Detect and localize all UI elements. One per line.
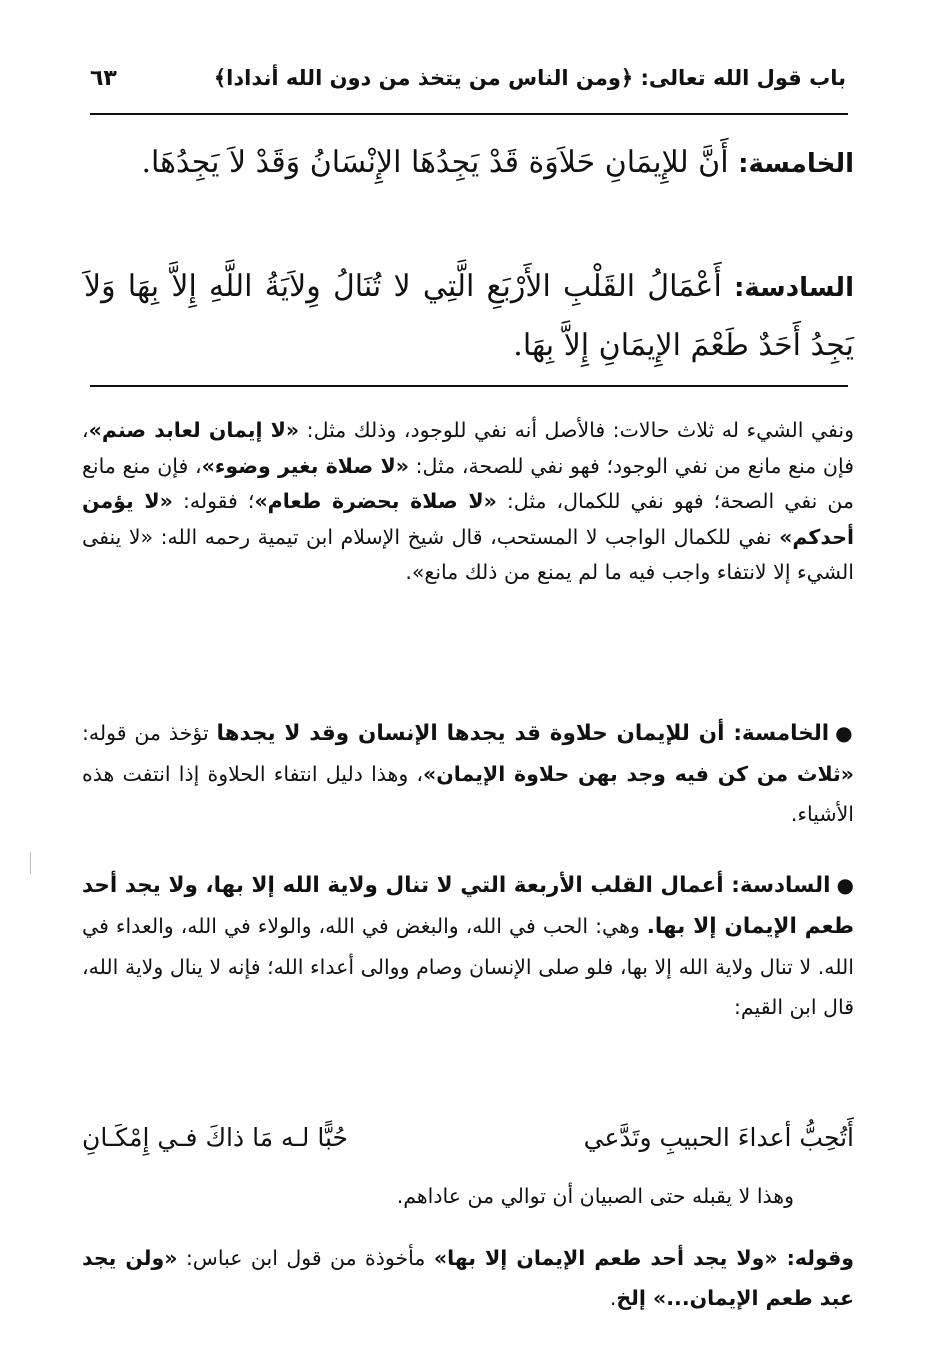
hadith-quote: «لا صلاة بحضرة طعام» <box>254 489 497 513</box>
chapter-title: باب قول الله تعالى: ﴿ومن الناس من يتخذ من دون الله أندادا﴾ <box>213 66 846 90</box>
commentary-ibn-abbas <box>82 1238 854 1318</box>
margin-mark <box>30 852 31 874</box>
bullet-icon: ● <box>836 873 854 897</box>
hadith-quote: «لا يؤمن أحدكم» <box>82 489 854 549</box>
commentary-text: ؛ فقوله: <box>172 489 255 513</box>
text-commentary-divider <box>90 385 848 387</box>
commentary-text: وهي: الحب في الله، والبغض في الله، والولاء في الله، والعداء في الله. لا تنال ولاية الله إلا بها، فلو صلى الإنسان وصام ووالى أعداء الله؛ فإنه لا ينال ولاية الله، قال ابن القيم: <box>82 914 854 1019</box>
poem-verse <box>82 1118 854 1158</box>
commentary-sixth <box>82 865 854 1027</box>
commentary-heading: الخامسة: أن للإيمان حلاوة قد يجدها الإنسان وقد لا يجدها <box>216 721 830 746</box>
commentary-text: نفي للكمال الواجب لا المستحب، قال شيخ الإسلام ابن تيمية رحمه الله: «لا ينفى الشيء إلا لانتفاء واجب فيه ما لم يمنع من ذلك مانع». <box>82 524 854 584</box>
main-issue-sixth <box>84 258 854 375</box>
commentary-text: ، وهذا دليل انتفاء الحلاوة إذا انتفت هذه الأشياء. <box>82 762 854 826</box>
commentary-text: ونفي الشيء له ثلاث حالات: فالأصل أنه نفي للوجود، وذلك مثل: <box>299 418 854 442</box>
commentary-negation <box>82 413 854 591</box>
commentary-text: ، فإن منع مانع من نفي الوجود؛ فهو نفي للصحة، مثل: <box>82 418 855 478</box>
commentary-text: تؤخذ من قوله: <box>82 721 217 745</box>
issue-text: أَعْمَالُ القَلْبِ الأَرْبَعِ الَّتِي لا تُنَالُ وِلاَيَةُ اللَّهِ إِلاَّ بِهَا وَلاَ يَجِدُ أَحَدٌ طَعْمَ الإِيمَانِ إِلاَّ بِهَا. <box>84 269 854 363</box>
main-issue-fifth <box>84 134 854 193</box>
page-header <box>90 56 846 100</box>
hadith-quote: «ولن يجد عبد طعم الإيمان...» إلخ <box>82 1246 854 1310</box>
quoted-phrase: وقوله: «ولا يجد أحد طعم الإيمان إلا بها» <box>433 1246 854 1270</box>
commentary-heading: السادسة: أعمال القلب الأربعة التي لا تنال ولاية الله إلا بها، ولا يجد أحد طعم الإيمان إلا بها. <box>82 873 854 939</box>
hadith-quote: «لا إيمان لعابد صنم» <box>88 418 300 442</box>
page-number: ٦٣ <box>90 65 117 91</box>
commentary-text: مأخوذة من قول ابن عباس: <box>177 1246 434 1270</box>
commentary-fifth <box>82 713 854 834</box>
bullet-icon: ● <box>835 721 854 745</box>
header-divider <box>90 113 848 115</box>
commentary-text: . <box>609 1286 617 1310</box>
poem-second-hemistich: حُبًّا لـه مَا ذاكَ فـي إِمْكَـانِ <box>82 1123 348 1152</box>
issue-label: الخامسة: <box>738 149 854 179</box>
issue-label: السادسة: <box>734 273 854 303</box>
hadith-quote: «لا صلاة بغير وضوء» <box>201 453 409 478</box>
poem-comment: وهذا لا يقبله حتى الصبيان أن توالي من عاداهم. <box>396 1184 794 1208</box>
poem-first-hemistich: أَتُحِبُّ أعداءَ الحبيبِ وتَدَّعي <box>583 1123 854 1152</box>
hadith-quote: «ثلاث من كن فيه وجد بهن حلاوة الإيمان» <box>423 762 854 786</box>
issue-text: أَنَّ للإِيمَانِ حَلاَوَة قَدْ يَجِدُهَا الإِنْسَانُ وَقَدْ لاَ يَجِدُهَا. <box>141 145 739 180</box>
commentary-text: ، فإن منع مانع من نفي الصحة؛ فهو نفي للكمال، مثل: <box>82 453 854 513</box>
